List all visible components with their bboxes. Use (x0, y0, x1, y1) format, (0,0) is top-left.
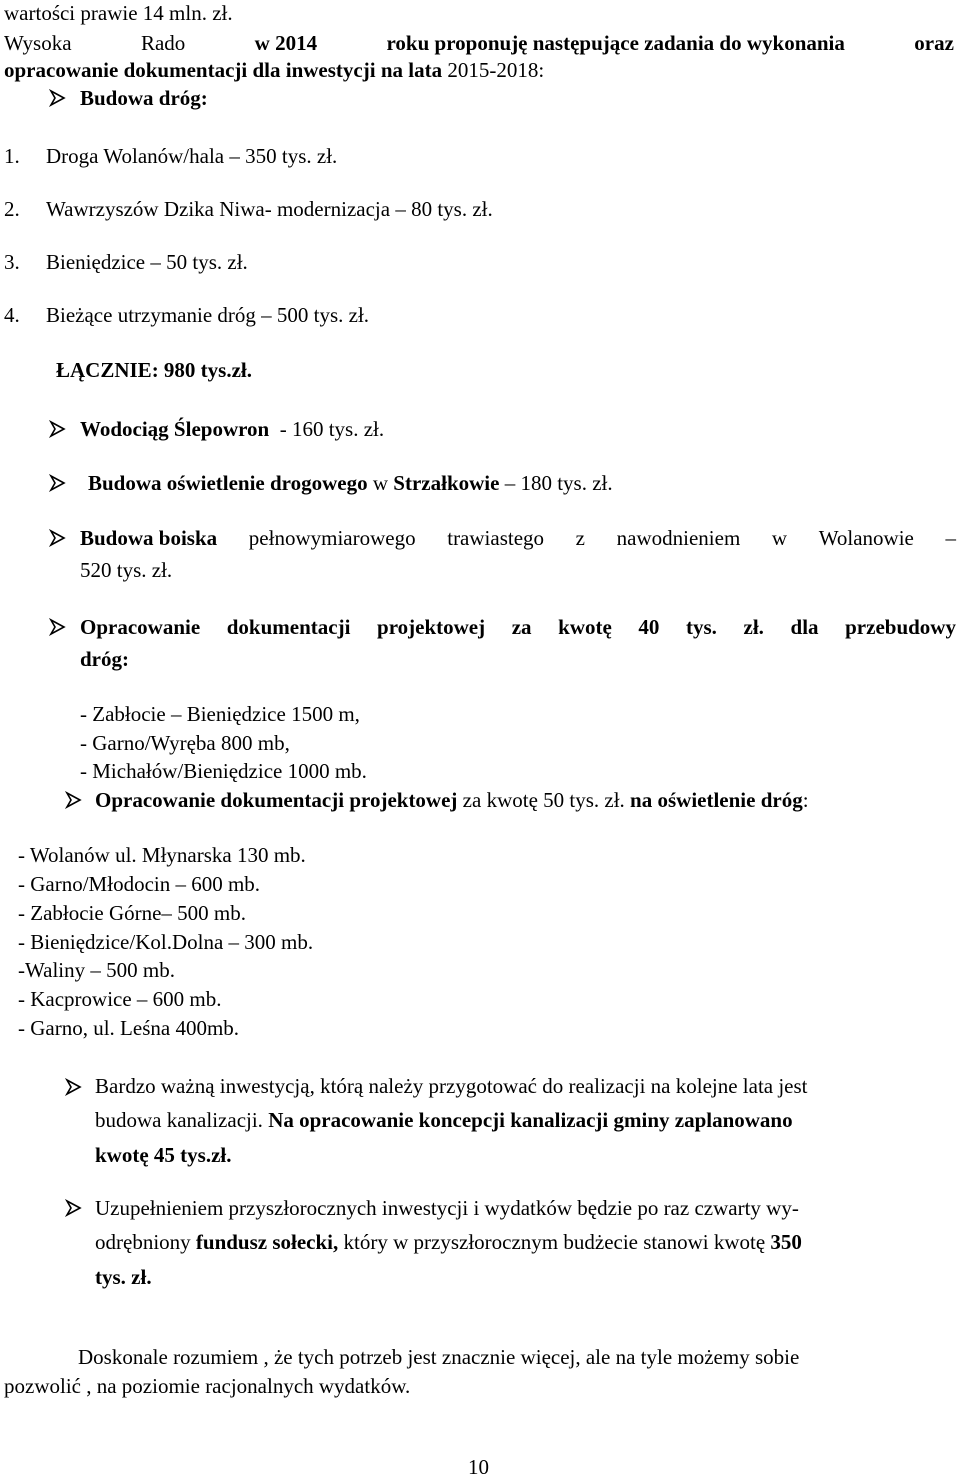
intro-word: oraz (914, 31, 954, 55)
page-number: 10 (468, 1455, 489, 1479)
fund-line-1: Uzupełnieniem przyszłorocznych inwestycji i wydatków będzie po raz czwarty wy- (95, 1196, 799, 1220)
docs-lighting-item: -Waliny – 500 mb. (18, 958, 175, 982)
intro-year: w 2014 (254, 31, 318, 55)
intro-docs-bold: opracowanie dokumentacji dla inwestycji na lata (4, 58, 443, 82)
sewer-line-1: Bardzo ważną inwestycją, którą należy przygotować do realizacji na kolejne lata jest (95, 1074, 808, 1098)
docs-roads-item: - Michałów/Bieniędzice 1000 mb. (80, 759, 367, 783)
arrow-bullet-icon (65, 1199, 83, 1217)
sewer-line-2: budowa kanalizacji. Na opracowanie koncepcji kanalizacji gminy zaplanowano (95, 1108, 793, 1132)
field-line-1: Budowa boiska pełnowymiarowego trawiastego z nawodnieniem w Wolanowie – (80, 526, 956, 550)
roads-heading: Budowa dróg: (80, 86, 208, 110)
fund-line-2: odrębniony fundusz sołecki, który w przyszłorocznym budżecie stanowi kwotę 350 (95, 1230, 802, 1254)
docs-lighting-item: - Garno, ul. Leśna 400mb. (18, 1016, 240, 1040)
docs-lighting-item: - Garno/Młodocin – 600 mb. (18, 872, 261, 896)
fund-line-3: tys. zł. (95, 1265, 152, 1289)
arrow-bullet-icon (49, 89, 67, 107)
intro-line-2 (4, 30, 954, 56)
docs-roads-item: - Zabłocie – Bieniędzice 1500 m, (80, 702, 360, 726)
field-line-2: 520 tys. zł. (80, 558, 173, 582)
lighting-line: Budowa oświetlenie drogowego w Strzałkowie – 180 tys. zł. (88, 471, 613, 495)
sewer-line-3: kwotę 45 tys.zł. (95, 1143, 232, 1167)
docs-lighting-item: - Wolanów ul. Młynarska 130 mb. (18, 843, 306, 867)
intro-line-3 (4, 57, 544, 83)
arrow-bullet-icon (65, 791, 83, 809)
docs-lighting-item: - Kacprowice – 600 mb. (18, 987, 222, 1011)
docs-lighting-line: Opracowanie dokumentacji projektowej za kwotę 50 tys. zł. na oświetlenie dróg: (95, 788, 809, 812)
docs-roads-item: - Garno/Wyręba 800 mb, (80, 731, 290, 755)
arrow-bullet-icon (49, 420, 67, 438)
intro-years: 2015-2018: (447, 58, 545, 82)
arrow-bullet-icon (49, 474, 67, 492)
intro-phrase: roku proponuję następujące zadania do wykonania (386, 31, 845, 55)
closing-line-1: Doskonale rozumiem , że tych potrzeb jest znacznie więcej, ale na tyle możemy sobie (78, 1345, 800, 1369)
road-item-2: 2. Wawrzyszów Dzika Niwa- modernizacja – 80 tys. zł. (4, 197, 493, 221)
docs-roads-line-1: Opracowanie dokumentacji projektowej za kwotę 40 tys. zł. dla przebudowy (80, 615, 956, 639)
road-item-1: 1. Droga Wolanów/hala – 350 tys. zł. (4, 144, 338, 168)
docs-lighting-item: - Bieniędzice/Kol.Dolna – 300 mb. (18, 930, 314, 954)
docs-lighting-item: - Zabłocie Górne– 500 mb. (18, 901, 247, 925)
closing-line-2: pozwolić , na poziomie racjonalnych wydatków. (4, 1374, 411, 1398)
road-item-4: 4. Bieżące utrzymanie dróg – 500 tys. zł. (4, 303, 370, 327)
arrow-bullet-icon (49, 618, 67, 636)
docs-roads-line-2: dróg: (80, 647, 129, 671)
intro-line-1: wartości prawie 14 mln. zł. (4, 1, 233, 25)
water-line: Wodociąg Ślepowron - 160 tys. zł. (80, 417, 385, 441)
arrow-bullet-icon (49, 529, 67, 547)
intro-word: Rado (140, 31, 186, 55)
road-item-3: 3. Bieniędzice – 50 tys. zł. (4, 250, 248, 274)
intro-word: Wysoka (4, 31, 72, 55)
roads-total: ŁĄCZNIE: 980 tys.zł. (56, 358, 253, 382)
arrow-bullet-icon (65, 1078, 83, 1096)
